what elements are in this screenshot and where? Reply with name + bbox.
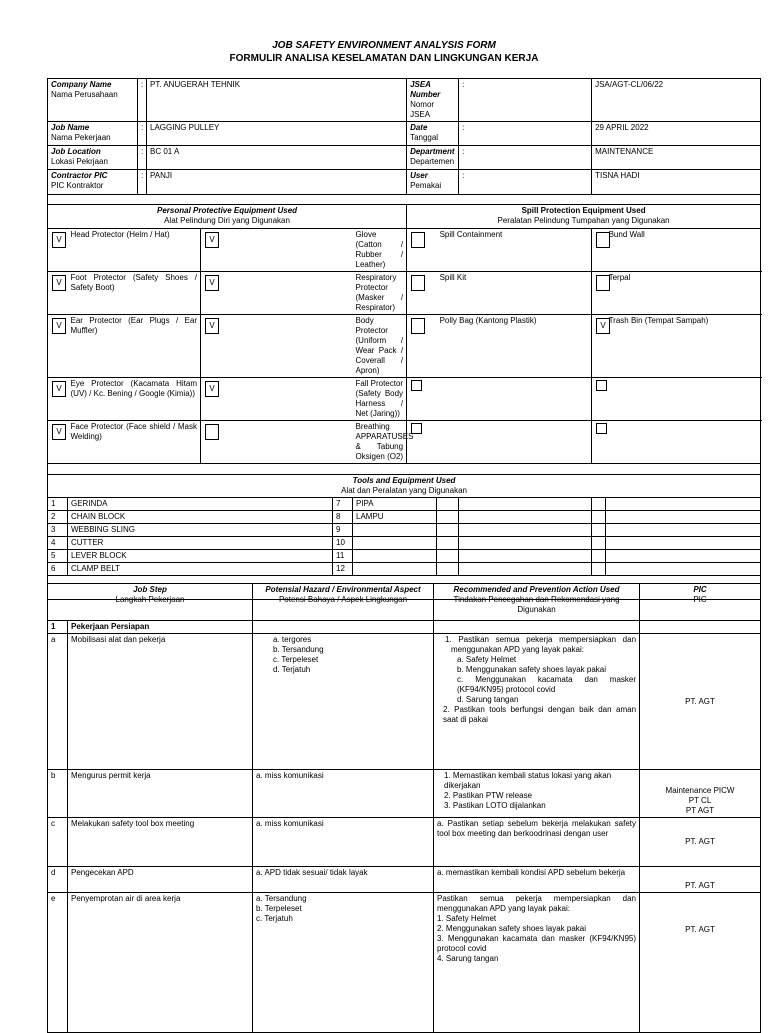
- ppe-item: Fall Protector (Safety Body Harness / Net (Jaring)): [353, 378, 407, 421]
- check-box[interactable]: V: [52, 232, 66, 248]
- pic-header: PIC PIC: [640, 584, 761, 621]
- step-row: e Penyemprotan air di area kerja a. Tersandung b. Terpeleset c. Terjatuh Pastikan semua pekerja mempersiapkan dan menggunakan APD yang layak pakai: 1. Safety Helmet 2. Menggunakan safety shoes layak pakai 3. Menggunakan kacamata dan masker (KF94/KN95) protocol covid 4. Sarung tangan PT. AGT: [48, 893, 761, 1033]
- ppe-item: Respiratory Protector (Masker / Respirator): [353, 272, 407, 315]
- department-value: MAINTENANCE: [592, 146, 761, 170]
- user-value: TISNA HADI: [592, 170, 761, 195]
- company-label-cell: Company Name Nama Perusahaan: [48, 79, 138, 122]
- spill-item: Spill Kit: [437, 272, 592, 315]
- job-value: LAGGING PULLEY: [147, 122, 407, 146]
- date-value: 29 APRIL 2022: [592, 122, 761, 146]
- check-box-empty[interactable]: [411, 318, 425, 334]
- hazard-header: Potensial Hazard / Environmental Aspect Potensi Bahaya / Aspek Lingkungan: [253, 584, 434, 621]
- tools-row: 2 CHAIN BLOCK 8 LAMPU: [48, 511, 761, 524]
- tools-header: Tools and Equipment Used Alat dan Peralatan yang Digunakan: [48, 475, 761, 498]
- job-step-header: Job Step Langkah Pekerjaan: [48, 584, 253, 621]
- step-row: b Mengurus permit kerja a. miss komunikasi 1. Memastikan kembali status lokasi yang akan dikerjakan 2. Pastikan PTW release 3. Pastikan LOTO dijalankan Maintenance PICW PT CL PT AGT: [48, 770, 761, 818]
- form-top-table: Company Name Nama Perusahaan : PT. ANUGERAH TEHNIK JSEA Number Nomor JSEA : JSA/AGT-CL/06/22 Job Name Nama Pekerjaan : LAGGING PULLEY Date Tanggal : 29 APRIL 2022 Job Location Lokasi Pekrjaan : BC 01 A Department Departemen : MAINTENANCE Contractor PIC PIC Kontraktor : PANJI User Pemakai : TISNA HADI Personal Protective Equipment Used Alat Pelindung Diri yang Digunakan Spill Protection Equipment Used Peralatan Pelindung Tumpahan yang Digunakan V Head Protector (Helm / Hat) V Glove (Catton / Rubber / Leather) Spill Containment Bund Wall V Foot Protector (Safety Shoes / Safety Boot) V Respiratory Protector (Masker / Respirator) Spill Kit Terpal V Ear Protector (Ear Plugs / Ear Muffler) V Body Protector (Uniform / Wear Pack / Coverall / Apron) Polly Bag (Kantong Plastik) V Trash Bin (Tempat Sampah) V Eye Protector (Kacamata Hitam (UV) / Kc. Bening / Google (Kimia)) V Fall Protector (Safety Body Harness / Net (Jaring)) V Face Protector (Face shield / Mask Welding) Breathing APPARATUSES & Tabung Oksigen (O2) Tools and Equipment Used Alat dan Peralatan yang Digunakan 1 GERINDA 7 PIPA 2 CHAIN BLOCK 8 LAMPU 3 WEBBING SLING 9 4 CUTTER 10 5 LEVER BLOCK 11 6 CLAMP BELT 12: [47, 78, 761, 600]
- check-box-empty[interactable]: [596, 232, 610, 248]
- jsea-value: JSA/AGT-CL/06/22: [592, 79, 761, 122]
- check-box-empty[interactable]: [411, 275, 425, 291]
- job-label-cell: Job Name Nama Pekerjaan: [48, 122, 138, 146]
- form-title: JOB SAFETY ENVIRONMENT ANALYSIS FORM: [272, 40, 496, 51]
- pic-label-cell: Contractor PIC PIC Kontraktor: [48, 170, 138, 195]
- check-box[interactable]: V: [205, 381, 219, 397]
- tools-row: 6 CLAMP BELT 12: [48, 563, 761, 576]
- check-box[interactable]: V: [596, 318, 610, 334]
- check-box[interactable]: V: [52, 318, 66, 334]
- check-box[interactable]: V: [52, 275, 66, 291]
- ppe-header: Personal Protective Equipment Used Alat Pelindung Diri yang Digunakan: [48, 205, 407, 229]
- department-label-cell: Department Departemen: [407, 146, 459, 170]
- check-box-empty[interactable]: [205, 424, 219, 440]
- check-box-empty[interactable]: [411, 232, 425, 248]
- step-row: a Mobilisasi alat dan pekerja a. tergores b. Tersandung c. Terpeleset d. Terjatuh 1. Pastikan semua pekerja mempersiapkan dan menggunakan APD yang layak pakai: a. Safety Helmet b. Menggunakan safety shoes layak pakai c. Menggunakan kacamata dan masker (KF94/KN95) protocol covid d. Sarung tangan 2. Pastikan tools berfungsi dengan baik dan aman saat di pakai PT. AGT: [48, 634, 761, 770]
- ppe-item: Breathing APPARATUSES & Tabung Oksigen (O2): [353, 421, 407, 464]
- job-steps-table: [47, 583, 761, 1033]
- pic-value: PANJI: [147, 170, 407, 195]
- ppe-item: Eye Protector (Kacamata Hitam (UV) / Kc. Bening / Google (Kimia)): [68, 378, 201, 421]
- spill-item-empty: [437, 378, 592, 421]
- tools-row: 1 GERINDA 7 PIPA: [48, 498, 761, 511]
- spill-item: Terpal: [606, 272, 761, 315]
- spill-item: Polly Bag (Kantong Plastik): [437, 315, 592, 378]
- check-box[interactable]: V: [52, 424, 66, 440]
- check-box-empty[interactable]: [411, 423, 422, 434]
- step-row: d Pengecekan APD a. APD tidak sesuai/ tidak layak a. memastikan kembali kondisi APD sebelum bekerja PT. AGT: [48, 867, 761, 893]
- location-label-cell: Job Location Lokasi Pekrjaan: [48, 146, 138, 170]
- check-box[interactable]: V: [205, 232, 219, 248]
- section-row: 1 Pekerjaan Persiapan: [48, 621, 761, 634]
- check-box-empty[interactable]: [596, 275, 610, 291]
- check-box[interactable]: V: [52, 381, 66, 397]
- tools-row: 5 LEVER BLOCK 11: [48, 550, 761, 563]
- ppe-item: Head Protector (Helm / Hat): [68, 229, 201, 272]
- tools-row: 4 CUTTER 10: [48, 537, 761, 550]
- spill-item-empty: [606, 378, 761, 421]
- check-box-empty[interactable]: [411, 380, 422, 391]
- spacer-row: [48, 195, 761, 205]
- ppe-item: Body Protector (Uniform / Wear Pack / Coverall / Apron): [353, 315, 407, 378]
- form-subtitle: FORMULIR ANALISA KESELAMATAN DAN LINGKUNGAN KERJA: [229, 53, 539, 64]
- ppe-item: Foot Protector (Safety Shoes / Safety Boot): [68, 272, 201, 315]
- spill-item: Bund Wall: [606, 229, 761, 272]
- spill-item-empty: [437, 421, 592, 464]
- action-header: Recommended and Prevention Action Used Tindakan Pencegahan dan Rekomendasi yang Digunakan: [434, 584, 640, 621]
- ppe-item: Glove (Catton / Rubber / Leather): [353, 229, 407, 272]
- spill-header: Spill Protection Equipment Used Peralatan Pelindung Tumpahan yang Digunakan: [407, 205, 761, 229]
- company-value: PT. ANUGERAH TEHNIK: [147, 79, 407, 122]
- check-box[interactable]: V: [205, 275, 219, 291]
- spacer-row: [48, 464, 761, 475]
- step-row: c Melakukan safety tool box meeting a. miss komunikasi a. Pastikan setiap sebelum bekerja melakukan safety tool box meeting dan berkoodrinasi dengan user PT. AGT: [48, 818, 761, 867]
- spill-item-empty: [606, 421, 761, 464]
- check-box-empty[interactable]: [596, 423, 607, 434]
- location-value: BC 01 A: [147, 146, 407, 170]
- user-label-cell: User Pemakai: [407, 170, 459, 195]
- spill-item: Trash Bin (Tempat Sampah): [606, 315, 761, 378]
- ppe-item: Face Protector (Face shield / Mask Welding): [68, 421, 201, 464]
- date-label-cell: Date Tanggal: [407, 122, 459, 146]
- jsea-label-cell: JSEA Number Nomor JSEA: [407, 79, 459, 122]
- ppe-item: Ear Protector (Ear Plugs / Ear Muffler): [68, 315, 201, 378]
- check-box[interactable]: V: [205, 318, 219, 334]
- tools-row: 3 WEBBING SLING 9: [48, 524, 761, 537]
- check-box-empty[interactable]: [596, 380, 607, 391]
- spill-item: Spill Containment: [437, 229, 592, 272]
